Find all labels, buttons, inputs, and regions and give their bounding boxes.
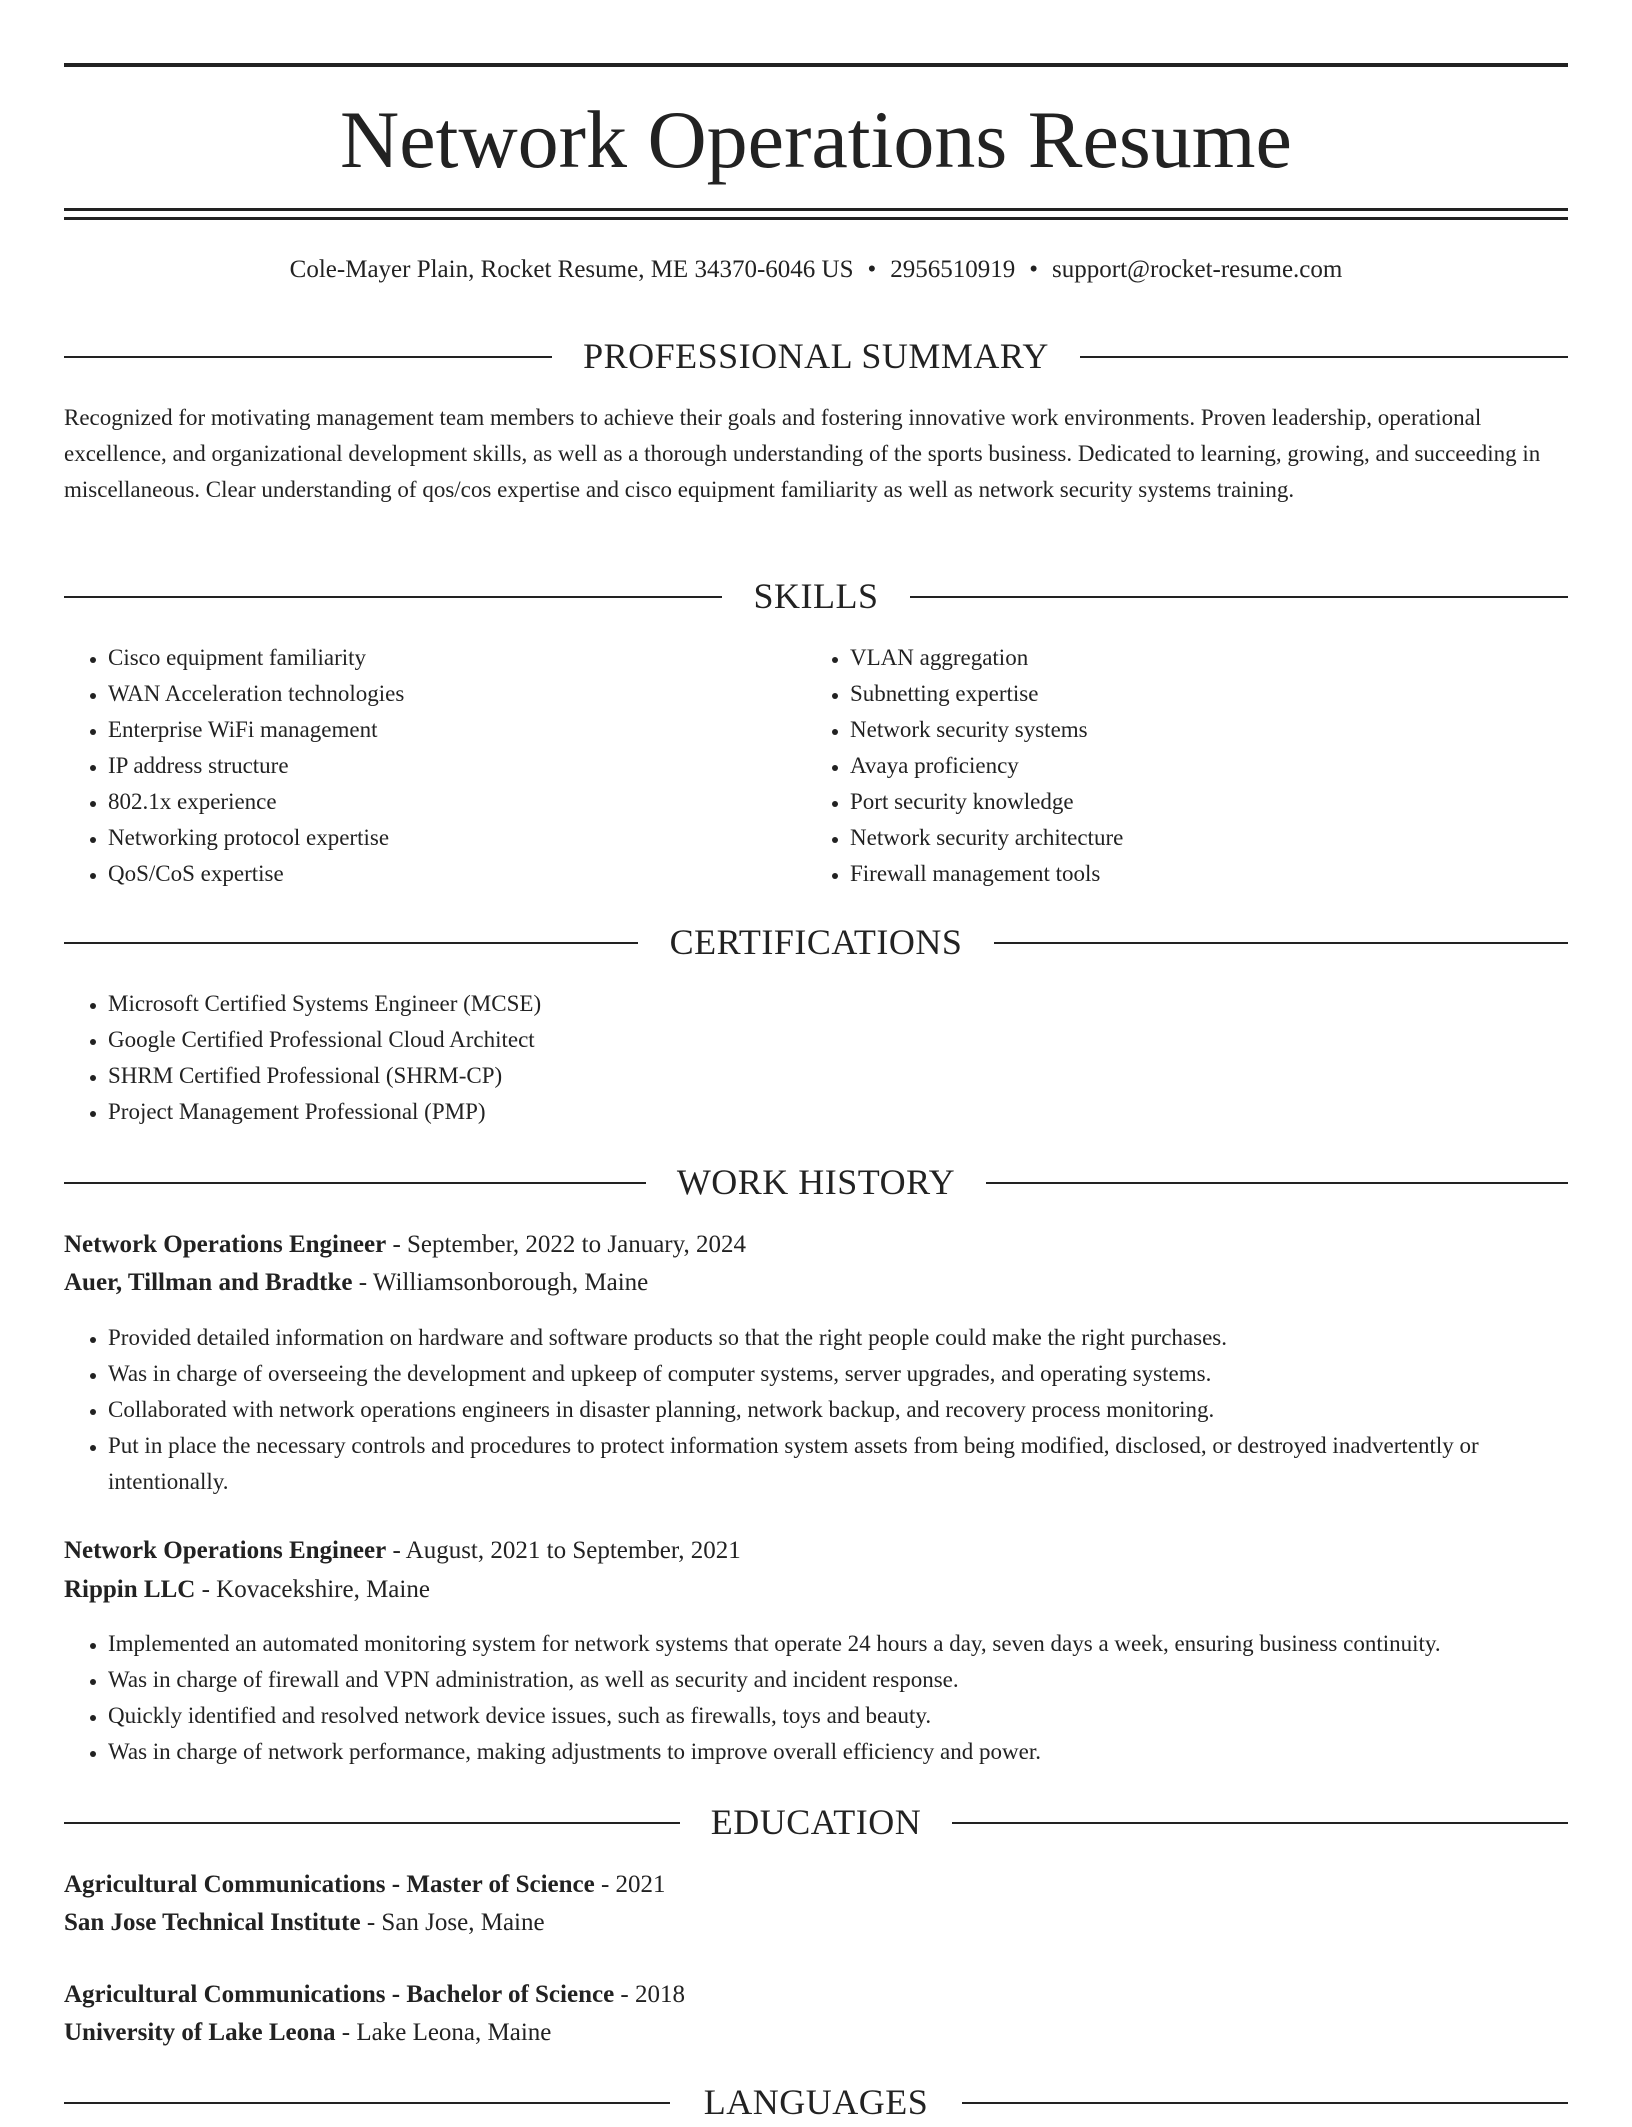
contact-email[interactable]: support@rocket-resume.com <box>1052 256 1343 283</box>
job-bullet: • Quickly identified and resolved network device issues, such as firewalls, toys and beauty. <box>108 1698 1608 1734</box>
section-header-skills <box>64 571 1568 621</box>
education-degree: Agricultural Communications - Bachelor of Science <box>64 1981 615 2008</box>
education-year: - 2018 <box>614 1981 685 2008</box>
job-bullets <box>64 1320 1568 1500</box>
education-school: University of Lake Leona <box>64 2019 336 2046</box>
skill-item: • Cisco equipment familiarity <box>108 640 808 676</box>
skill-item: • Enterprise WiFi management <box>108 712 808 748</box>
certification-item: • Microsoft Certified Systems Engineer (MCSE) <box>108 986 1568 1022</box>
certification-item: • Project Management Professional (PMP) <box>108 1094 1568 1130</box>
section-title: LANGUAGES <box>703 2082 929 2122</box>
skill-item: • 802.1x experience <box>108 784 808 820</box>
resume-title: Network Operations Resume <box>340 94 1292 185</box>
contact-separator: • <box>1029 256 1039 283</box>
skill-item: • Network security architecture <box>850 820 1590 856</box>
job-title-line <box>64 1226 1568 1264</box>
contact-line <box>64 252 1568 288</box>
education-degree: Agricultural Communications - Master of Science <box>64 1871 595 1898</box>
education-location: - San Jose, Maine <box>360 1909 545 1936</box>
summary-text: Recognized for motivating management team members to achieve their goals and fostering innovative work environments. Proven leadership, operational excellence, and organizational development skills, as well as a thorough understanding of the sports business. Dedicated to learning, growing, and succeeding in miscellaneous. Clear understanding of qos/cos expertise and cisco equipment familiarity as well as network security systems training. <box>64 405 1541 502</box>
section-title: CERTIFICATIONS <box>669 922 963 962</box>
job-bullet: • Implemented an automated monitoring system for network systems that operate 24 hours a day, seven days a week, ensuring business continuity. <box>108 1626 1608 1662</box>
job-title: Network Operations Engineer <box>64 1537 387 1564</box>
section-header-summary <box>64 331 1568 381</box>
certification-item: • SHRM Certified Professional (SHRM-CP) <box>108 1058 1568 1094</box>
education-year: - 2021 <box>594 1871 666 1898</box>
job-location: - Williamsonborough, Maine <box>352 1269 649 1296</box>
job-dates: - August, 2021 to September, 2021 <box>386 1537 741 1564</box>
section-title: SKILLS <box>753 576 879 616</box>
title-double-rule <box>64 208 1568 220</box>
job-bullets <box>64 1626 1608 1770</box>
contact-separator: • <box>867 256 877 283</box>
skill-item: • WAN Acceleration technologies <box>108 676 808 712</box>
education-degree-line <box>64 1866 1568 1904</box>
job-company-line <box>64 1264 1568 1302</box>
job-location: - Kovacekshire, Maine <box>195 1576 430 1603</box>
job-company-line <box>64 1571 1568 1609</box>
job-title: Network Operations Engineer <box>64 1231 387 1258</box>
skill-item: • IP address structure <box>108 748 808 784</box>
skills-list-right <box>806 640 1590 892</box>
skill-item: • Avaya proficiency <box>850 748 1590 784</box>
skills-list-left <box>64 640 808 892</box>
job-company: Auer, Tillman and Bradtke <box>64 1269 353 1296</box>
section-title: EDUCATION <box>710 1802 922 1842</box>
section-title: PROFESSIONAL SUMMARY <box>583 336 1049 376</box>
job-bullet: • Was in charge of network performance, making adjustments to improve overall efficiency and power. <box>108 1734 1608 1770</box>
job-title-line <box>64 1532 1568 1570</box>
top-rule <box>64 63 1568 67</box>
job-bullet: • Put in place the necessary controls and procedures to protect information system assets from being modified, disclosed, or destroyed inadvertently or intentionally. <box>108 1428 1568 1500</box>
contact-address: Cole-Mayer Plain, Rocket Resume, ME 34370-6046 US <box>289 256 854 283</box>
job-company: Rippin LLC <box>64 1576 196 1603</box>
section-header-work-history <box>64 1157 1568 1207</box>
job-dates: - September, 2022 to January, 2024 <box>386 1231 747 1258</box>
skill-item: • QoS/CoS expertise <box>108 856 808 892</box>
contact-phone: 2956510919 <box>890 256 1016 283</box>
skill-item: • Networking protocol expertise <box>108 820 808 856</box>
skill-item: • Firewall management tools <box>850 856 1590 892</box>
section-title: WORK HISTORY <box>676 1162 956 1202</box>
education-school-line <box>64 1904 1568 1942</box>
skill-item: • Port security knowledge <box>850 784 1590 820</box>
section-header-languages <box>64 2077 1568 2127</box>
skill-item: • VLAN aggregation <box>850 640 1590 676</box>
education-school-line <box>64 2014 1568 2052</box>
job-bullet: • Was in charge of overseeing the development and upkeep of computer systems, server upgrades, and operating systems. <box>108 1356 1568 1392</box>
certification-item: • Google Certified Professional Cloud Architect <box>108 1022 1568 1058</box>
job-bullet: • Provided detailed information on hardware and software products so that the right people could make the right purchases. <box>108 1320 1568 1356</box>
certifications-list <box>64 986 1568 1130</box>
skill-item: • Network security systems <box>850 712 1590 748</box>
job-bullet: • Collaborated with network operations engineers in disaster planning, network backup, and recovery process monitoring. <box>108 1392 1568 1428</box>
job-bullet: • Was in charge of firewall and VPN administration, as well as security and incident response. <box>108 1662 1608 1698</box>
education-location: - Lake Leona, Maine <box>335 2019 552 2046</box>
section-header-education <box>64 1797 1568 1847</box>
skill-item: • Subnetting expertise <box>850 676 1590 712</box>
education-degree-line <box>64 1976 1568 2014</box>
section-header-certifications <box>64 917 1568 967</box>
education-school: San Jose Technical Institute <box>64 1909 361 1936</box>
